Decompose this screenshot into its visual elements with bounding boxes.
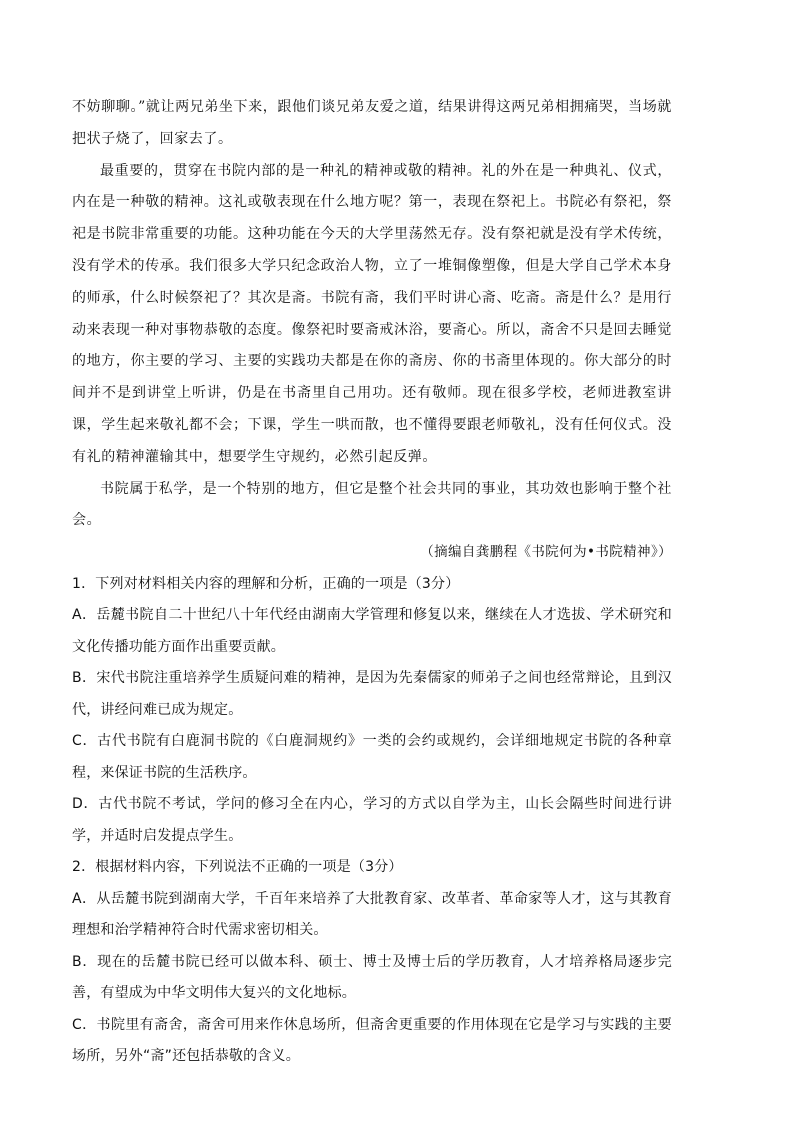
question-stem: 2．根据材料内容，下列说法不正确的一项是（3分） (72, 859, 403, 876)
passage-paragraph-1: 不妨聊聊。”就让两兄弟坐下来，跟他们谈兄弟友爱之道，结果讲得这两兄弟相拥痛哭，当场就把状子烧了，回家去了。 (72, 99, 672, 147)
option-c: C．古代书院有白鹿洞书院的《白鹿洞规约》一类的会约或规约，会详细地规定书院的各种章程，来保证书院的生活秩序。 (72, 733, 672, 781)
passage-paragraph-2: 最重要的，贯穿在书院内部的是一种礼的精神或敬的精神。礼的外在是一种典礼、仪式，内在是一种敬的精神。这礼或敬表现在什么地方呢？第一，表现在祭祀上。书院必有祭祀，祭祀是书院非常重要的功能。这种功能在今天的大学里荡然无存。没有祭祀就是没有学术传统，没有学术的传承。我们很多大学只纪念政治人物，立了一堆铜像塑像，但是大学自己学术本身的师承，什么时候祭祀了？其次是斋。书院有斋，我们平时讲心斋、吃斋。斋是什么？是用行动来表现一种对事物恭敬的态度。像祭祀时要斋戒沐浴，要斋心。所以，斋舍不只是回去睡觉的地方，你主要的学习、主要的实践功夫都是在你的斋房、你的书斋里体现的。你大部分的时间并不是到讲堂上听讲，仍是在书斋里自己用功。还有敬师。现在很多学校，老师进教室讲课，学生起来敬礼都不会；下课，学生一哄而散，也不懂得要跟老师敬礼，没有任何仪式。没有礼的精神灌输其中，想要学生守规约，必然引起反弹。 (72, 162, 672, 465)
question-2 (72, 852, 672, 1073)
question-1 (72, 569, 672, 853)
option-a: A．岳麓书院自二十世纪八十年代经由湖南大学管理和修复以来，继续在人才选拔、学术研究和文化传播功能方面作出重要贡献。 (72, 607, 672, 655)
option-c: C．书院里有斋舍，斋舍可用来作休息场所，但斋舍更重要的作用体现在它是学习与实践的主要场所，另外“斋”还包括恭敬的含义。 (72, 1016, 672, 1065)
option-b: B．现在的岳麓书院已经可以做本科、硕士、博士及博士后的学历教育，人才培养格局逐步完善，有望成为中华文明伟大复兴的文化地标。 (72, 953, 672, 1002)
option-d: D．古代书院不考试，学问的修习全在内心，学习的方式以自学为主，山长会隔些时间进行讲学，并适时启发提点学生。 (72, 796, 672, 844)
option-b: B．宋代书院注重培养学生质疑问难的精神，是因为先秦儒家的师弟子之间也经常辩论，且到汉代，讲经问难已成为规定。 (72, 670, 672, 718)
question-stem: 1．下列对材料相关内容的理解和分析，正确的一项是（3分） (72, 575, 460, 592)
passage-source: （摘编自龚鹏程《书院何为•书院精神》） (420, 544, 672, 561)
passage-paragraph-3: 书院属于私学，是一个特别的地方，但它是整个社会共同的事业，其功效也影响于整个社会。 (72, 480, 672, 529)
document-page (72, 92, 672, 1073)
option-a: A．从岳麓书院到湖南大学，千百年来培养了大批教育家、改革者、革命家等人才，这与其教育理想和治学精神符合时代需求密切相关。 (72, 890, 672, 939)
